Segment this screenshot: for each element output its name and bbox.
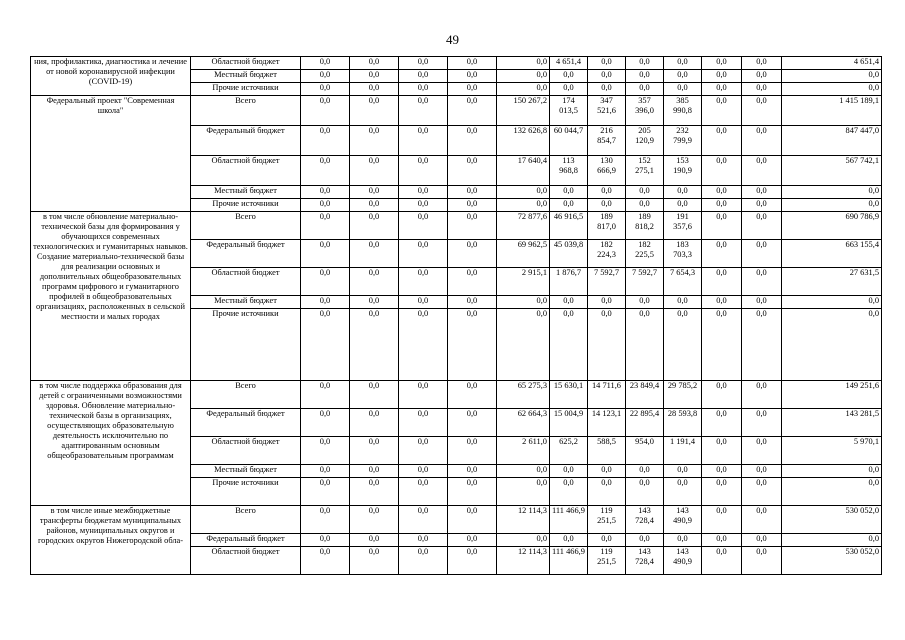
- value-cell: 690 786,9: [782, 212, 882, 240]
- value-cell: 0,0: [742, 70, 782, 83]
- value-cell: 62 664,3: [497, 409, 550, 437]
- funding-source: Всего: [191, 96, 301, 126]
- value-cell: 46 916,5: [550, 212, 588, 240]
- funding-source: Областной бюджет: [191, 268, 301, 296]
- value-cell: 0,0: [782, 83, 882, 96]
- value-cell: 0,0: [350, 126, 399, 156]
- table-row: [31, 212, 882, 240]
- value-cell: 0,0: [588, 296, 626, 309]
- value-cell: 0,0: [399, 126, 448, 156]
- funding-source: Местный бюджет: [191, 186, 301, 199]
- value-cell: 0,0: [350, 70, 399, 83]
- value-cell: 0,0: [702, 96, 742, 126]
- value-cell: 27 631,5: [782, 268, 882, 296]
- value-cell: 0,0: [702, 83, 742, 96]
- value-cell: 0,0: [702, 186, 742, 199]
- value-cell: 0,0: [742, 240, 782, 268]
- value-cell: 0,0: [350, 296, 399, 309]
- value-cell: 0,0: [626, 296, 664, 309]
- value-cell: 0,0: [588, 309, 626, 381]
- value-cell: 0,0: [301, 506, 350, 534]
- value-cell: 0,0: [301, 240, 350, 268]
- value-cell: 0,0: [626, 309, 664, 381]
- value-cell: 45 039,8: [550, 240, 588, 268]
- value-cell: 0,0: [588, 534, 626, 547]
- value-cell: 29 785,2: [664, 381, 702, 409]
- value-cell: 0,0: [350, 437, 399, 465]
- value-cell: 0,0: [664, 465, 702, 478]
- value-cell: 0,0: [448, 212, 497, 240]
- value-cell: 0,0: [626, 199, 664, 212]
- value-cell: 143 490,9: [664, 506, 702, 534]
- funding-source: Местный бюджет: [191, 70, 301, 83]
- value-cell: 0,0: [588, 83, 626, 96]
- value-cell: 0,0: [350, 268, 399, 296]
- value-cell: 0,0: [350, 547, 399, 575]
- row-description: Федеральный проект "Современная школа": [31, 96, 191, 212]
- value-cell: 0,0: [448, 381, 497, 409]
- value-cell: 0,0: [702, 57, 742, 70]
- value-cell: 0,0: [399, 240, 448, 268]
- value-cell: 17 640,4: [497, 156, 550, 186]
- value-cell: 0,0: [301, 126, 350, 156]
- value-cell: 0,0: [399, 186, 448, 199]
- value-cell: 0,0: [497, 309, 550, 381]
- value-cell: 0,0: [399, 96, 448, 126]
- value-cell: 7 592,7: [626, 268, 664, 296]
- value-cell: 0,0: [742, 478, 782, 506]
- value-cell: 7 654,3: [664, 268, 702, 296]
- funding-source: Местный бюджет: [191, 296, 301, 309]
- funding-source: Прочие источники: [191, 83, 301, 96]
- value-cell: 0,0: [664, 296, 702, 309]
- value-cell: 2 915,1: [497, 268, 550, 296]
- value-cell: 0,0: [702, 409, 742, 437]
- value-cell: 0,0: [399, 309, 448, 381]
- value-cell: 0,0: [399, 547, 448, 575]
- value-cell: 69 962,5: [497, 240, 550, 268]
- value-cell: 72 877,6: [497, 212, 550, 240]
- value-cell: 0,0: [550, 83, 588, 96]
- value-cell: 119 251,5: [588, 506, 626, 534]
- value-cell: 0,0: [301, 381, 350, 409]
- value-cell: 0,0: [550, 534, 588, 547]
- value-cell: 22 895,4: [626, 409, 664, 437]
- value-cell: 182 224,3: [588, 240, 626, 268]
- value-cell: 0,0: [742, 268, 782, 296]
- value-cell: 0,0: [588, 465, 626, 478]
- value-cell: 0,0: [350, 506, 399, 534]
- budget-table: [30, 56, 882, 575]
- row-description: в том числе поддержка образования для детей с ограниченными возможностями здоровья. Обновление материально-технической базы в организациях, осуществляющих образовательную деятельность исключительно по адаптированным основным общеобразовательным программам: [31, 381, 191, 506]
- value-cell: 0,0: [626, 534, 664, 547]
- funding-source: Прочие источники: [191, 478, 301, 506]
- value-cell: 0,0: [626, 70, 664, 83]
- value-cell: 0,0: [301, 465, 350, 478]
- value-cell: 0,0: [702, 199, 742, 212]
- value-cell: 0,0: [664, 83, 702, 96]
- value-cell: 0,0: [702, 534, 742, 547]
- value-cell: 119 251,5: [588, 547, 626, 575]
- value-cell: 0,0: [742, 156, 782, 186]
- row-description: в том числе обновление материально-технической базы для формирования у обучающихся современных технологических и гуманитарных навыков. Создание материально-технической базы для реализации основных и дополнительных общеобразовательных программ цифрового и гуманитарного профилей в общеобразовательных организациях, расположенных в сельской местности и малых городах: [31, 212, 191, 381]
- value-cell: 12 114,3: [497, 506, 550, 534]
- table-row: [31, 96, 882, 126]
- value-cell: 0,0: [550, 309, 588, 381]
- value-cell: 0,0: [742, 57, 782, 70]
- value-cell: 0,0: [702, 296, 742, 309]
- value-cell: 0,0: [742, 309, 782, 381]
- value-cell: 0,0: [742, 465, 782, 478]
- value-cell: 0,0: [301, 478, 350, 506]
- value-cell: 0,0: [301, 534, 350, 547]
- value-cell: 0,0: [550, 186, 588, 199]
- value-cell: 0,0: [742, 83, 782, 96]
- value-cell: 0,0: [782, 186, 882, 199]
- value-cell: 0,0: [301, 57, 350, 70]
- value-cell: 14 123,1: [588, 409, 626, 437]
- funding-source: Прочие источники: [191, 199, 301, 212]
- value-cell: 625,2: [550, 437, 588, 465]
- value-cell: 0,0: [448, 547, 497, 575]
- value-cell: 0,0: [588, 199, 626, 212]
- value-cell: 65 275,3: [497, 381, 550, 409]
- funding-source: Федеральный бюджет: [191, 534, 301, 547]
- value-cell: 189 818,2: [626, 212, 664, 240]
- value-cell: 0,0: [497, 296, 550, 309]
- value-cell: 60 044,7: [550, 126, 588, 156]
- value-cell: 0,0: [448, 57, 497, 70]
- value-cell: 0,0: [782, 309, 882, 381]
- value-cell: 0,0: [550, 296, 588, 309]
- value-cell: 0,0: [702, 268, 742, 296]
- value-cell: 0,0: [702, 212, 742, 240]
- value-cell: 0,0: [702, 240, 742, 268]
- value-cell: 28 593,8: [664, 409, 702, 437]
- value-cell: 153 190,9: [664, 156, 702, 186]
- value-cell: 0,0: [702, 309, 742, 381]
- value-cell: 216 854,7: [588, 126, 626, 156]
- value-cell: 0,0: [350, 57, 399, 70]
- value-cell: 0,0: [626, 83, 664, 96]
- value-cell: 15 630,1: [550, 381, 588, 409]
- budget-table-body: [31, 57, 882, 575]
- value-cell: 0,0: [742, 506, 782, 534]
- value-cell: 0,0: [550, 478, 588, 506]
- page-number: 49: [446, 32, 459, 47]
- value-cell: 0,0: [448, 96, 497, 126]
- value-cell: 0,0: [448, 240, 497, 268]
- value-cell: 0,0: [497, 465, 550, 478]
- value-cell: 150 267,2: [497, 96, 550, 126]
- value-cell: 0,0: [702, 156, 742, 186]
- value-cell: 0,0: [399, 506, 448, 534]
- value-cell: 0,0: [742, 437, 782, 465]
- value-cell: 0,0: [399, 199, 448, 212]
- value-cell: 0,0: [399, 478, 448, 506]
- table-row: [31, 57, 882, 70]
- value-cell: 0,0: [399, 212, 448, 240]
- value-cell: 0,0: [301, 409, 350, 437]
- value-cell: 0,0: [588, 186, 626, 199]
- value-cell: 0,0: [588, 478, 626, 506]
- value-cell: 0,0: [350, 478, 399, 506]
- value-cell: 143 281,5: [782, 409, 882, 437]
- value-cell: 0,0: [497, 70, 550, 83]
- value-cell: 0,0: [350, 199, 399, 212]
- row-description: ния, профилактика, диагностика и лечение от новой коронавирусной инфекции (COVID-19): [31, 57, 191, 96]
- funding-source: Всего: [191, 381, 301, 409]
- value-cell: 143 728,4: [626, 547, 664, 575]
- value-cell: 0,0: [301, 199, 350, 212]
- value-cell: 1 415 189,1: [782, 96, 882, 126]
- value-cell: 0,0: [301, 186, 350, 199]
- value-cell: 0,0: [626, 57, 664, 70]
- funding-source: Областной бюджет: [191, 437, 301, 465]
- value-cell: 191 357,6: [664, 212, 702, 240]
- value-cell: 0,0: [448, 296, 497, 309]
- value-cell: 132 626,8: [497, 126, 550, 156]
- value-cell: 232 799,9: [664, 126, 702, 156]
- value-cell: 182 225,5: [626, 240, 664, 268]
- value-cell: 0,0: [448, 465, 497, 478]
- value-cell: 0,0: [664, 478, 702, 506]
- value-cell: 0,0: [664, 70, 702, 83]
- value-cell: 954,0: [626, 437, 664, 465]
- value-cell: 130 666,9: [588, 156, 626, 186]
- value-cell: 0,0: [742, 126, 782, 156]
- value-cell: 0,0: [497, 57, 550, 70]
- funding-source: Федеральный бюджет: [191, 240, 301, 268]
- value-cell: 183 703,3: [664, 240, 702, 268]
- value-cell: 0,0: [399, 409, 448, 437]
- value-cell: 0,0: [626, 465, 664, 478]
- value-cell: 0,0: [664, 309, 702, 381]
- value-cell: 0,0: [742, 381, 782, 409]
- value-cell: 152 275,1: [626, 156, 664, 186]
- value-cell: 0,0: [742, 186, 782, 199]
- table-row: [31, 506, 882, 534]
- value-cell: 0,0: [742, 212, 782, 240]
- value-cell: 143 490,9: [664, 547, 702, 575]
- value-cell: 0,0: [497, 186, 550, 199]
- value-cell: 0,0: [399, 296, 448, 309]
- value-cell: 0,0: [448, 199, 497, 212]
- value-cell: 0,0: [702, 437, 742, 465]
- value-cell: 0,0: [301, 437, 350, 465]
- value-cell: 357 396,0: [626, 96, 664, 126]
- value-cell: 0,0: [497, 199, 550, 212]
- value-cell: 0,0: [448, 437, 497, 465]
- row-description: в том числе иные межбюджетные трансферты бюджетам муниципальных районов, муниципальных округов и городских округов Нижегородской обла-: [31, 506, 191, 575]
- value-cell: 0,0: [399, 156, 448, 186]
- value-cell: 111 466,9: [550, 547, 588, 575]
- value-cell: 0,0: [742, 409, 782, 437]
- value-cell: 15 004,9: [550, 409, 588, 437]
- value-cell: 0,0: [782, 70, 882, 83]
- value-cell: 0,0: [664, 534, 702, 547]
- value-cell: 0,0: [301, 156, 350, 186]
- value-cell: 0,0: [742, 96, 782, 126]
- value-cell: 0,0: [702, 547, 742, 575]
- value-cell: 0,0: [497, 534, 550, 547]
- value-cell: 0,0: [742, 296, 782, 309]
- value-cell: 0,0: [782, 199, 882, 212]
- value-cell: 0,0: [550, 199, 588, 212]
- value-cell: 174 013,5: [550, 96, 588, 126]
- value-cell: 588,5: [588, 437, 626, 465]
- value-cell: 205 120,9: [626, 126, 664, 156]
- value-cell: 4 651,4: [782, 57, 882, 70]
- value-cell: 530 052,0: [782, 547, 882, 575]
- value-cell: 0,0: [626, 186, 664, 199]
- value-cell: 0,0: [350, 381, 399, 409]
- value-cell: 0,0: [550, 465, 588, 478]
- value-cell: 0,0: [399, 437, 448, 465]
- value-cell: 0,0: [702, 381, 742, 409]
- value-cell: 0,0: [448, 409, 497, 437]
- value-cell: 0,0: [782, 478, 882, 506]
- value-cell: 0,0: [399, 57, 448, 70]
- funding-source: Областной бюджет: [191, 57, 301, 70]
- value-cell: 0,0: [626, 478, 664, 506]
- value-cell: 0,0: [497, 478, 550, 506]
- value-cell: 0,0: [448, 309, 497, 381]
- value-cell: 663 155,4: [782, 240, 882, 268]
- funding-source: Местный бюджет: [191, 465, 301, 478]
- value-cell: 0,0: [664, 199, 702, 212]
- value-cell: 385 990,8: [664, 96, 702, 126]
- value-cell: 14 711,6: [588, 381, 626, 409]
- value-cell: 0,0: [301, 296, 350, 309]
- value-cell: 0,0: [350, 156, 399, 186]
- value-cell: 0,0: [301, 96, 350, 126]
- value-cell: 2 611,0: [497, 437, 550, 465]
- value-cell: 113 968,8: [550, 156, 588, 186]
- value-cell: 0,0: [742, 547, 782, 575]
- value-cell: 0,0: [497, 83, 550, 96]
- value-cell: 23 849,4: [626, 381, 664, 409]
- value-cell: 0,0: [350, 240, 399, 268]
- value-cell: 0,0: [742, 534, 782, 547]
- value-cell: 0,0: [448, 70, 497, 83]
- value-cell: 530 052,0: [782, 506, 882, 534]
- value-cell: 0,0: [448, 268, 497, 296]
- value-cell: 0,0: [301, 83, 350, 96]
- value-cell: 847 447,0: [782, 126, 882, 156]
- value-cell: 0,0: [350, 96, 399, 126]
- funding-source: Областной бюджет: [191, 547, 301, 575]
- value-cell: 0,0: [301, 309, 350, 381]
- value-cell: 0,0: [350, 186, 399, 199]
- value-cell: 0,0: [448, 126, 497, 156]
- value-cell: 0,0: [350, 212, 399, 240]
- value-cell: 0,0: [550, 70, 588, 83]
- value-cell: 4 651,4: [550, 57, 588, 70]
- value-cell: 0,0: [350, 534, 399, 547]
- value-cell: 0,0: [702, 506, 742, 534]
- value-cell: 0,0: [588, 70, 626, 83]
- value-cell: 0,0: [399, 83, 448, 96]
- value-cell: 0,0: [301, 547, 350, 575]
- value-cell: 0,0: [399, 534, 448, 547]
- value-cell: 0,0: [301, 212, 350, 240]
- value-cell: 0,0: [702, 126, 742, 156]
- value-cell: 149 251,6: [782, 381, 882, 409]
- value-cell: 7 592,7: [588, 268, 626, 296]
- value-cell: 1 876,7: [550, 268, 588, 296]
- value-cell: 0,0: [782, 465, 882, 478]
- value-cell: 0,0: [448, 478, 497, 506]
- value-cell: 143 728,4: [626, 506, 664, 534]
- value-cell: 0,0: [448, 506, 497, 534]
- value-cell: 0,0: [350, 465, 399, 478]
- table-row: [31, 381, 882, 409]
- value-cell: 0,0: [664, 186, 702, 199]
- funding-source: Всего: [191, 506, 301, 534]
- value-cell: 0,0: [301, 268, 350, 296]
- value-cell: 0,0: [448, 156, 497, 186]
- value-cell: 0,0: [350, 309, 399, 381]
- value-cell: 0,0: [448, 83, 497, 96]
- value-cell: 0,0: [448, 186, 497, 199]
- value-cell: 0,0: [742, 199, 782, 212]
- value-cell: 567 742,1: [782, 156, 882, 186]
- value-cell: 347 521,6: [588, 96, 626, 126]
- value-cell: 0,0: [399, 268, 448, 296]
- value-cell: 12 114,3: [497, 547, 550, 575]
- value-cell: 111 466,9: [550, 506, 588, 534]
- funding-source: Федеральный бюджет: [191, 409, 301, 437]
- value-cell: 0,0: [782, 296, 882, 309]
- value-cell: 0,0: [448, 534, 497, 547]
- value-cell: 0,0: [782, 534, 882, 547]
- value-cell: 0,0: [702, 70, 742, 83]
- funding-source: Всего: [191, 212, 301, 240]
- value-cell: 5 970,1: [782, 437, 882, 465]
- funding-source: Прочие источники: [191, 309, 301, 381]
- value-cell: 0,0: [664, 57, 702, 70]
- value-cell: 0,0: [350, 409, 399, 437]
- value-cell: 189 817,0: [588, 212, 626, 240]
- value-cell: 0,0: [399, 465, 448, 478]
- value-cell: 0,0: [301, 70, 350, 83]
- value-cell: 0,0: [702, 465, 742, 478]
- value-cell: 0,0: [350, 83, 399, 96]
- value-cell: 0,0: [399, 70, 448, 83]
- value-cell: 1 191,4: [664, 437, 702, 465]
- funding-source: Федеральный бюджет: [191, 126, 301, 156]
- funding-source: Областной бюджет: [191, 156, 301, 186]
- value-cell: 0,0: [399, 381, 448, 409]
- value-cell: 0,0: [588, 57, 626, 70]
- value-cell: 0,0: [702, 478, 742, 506]
